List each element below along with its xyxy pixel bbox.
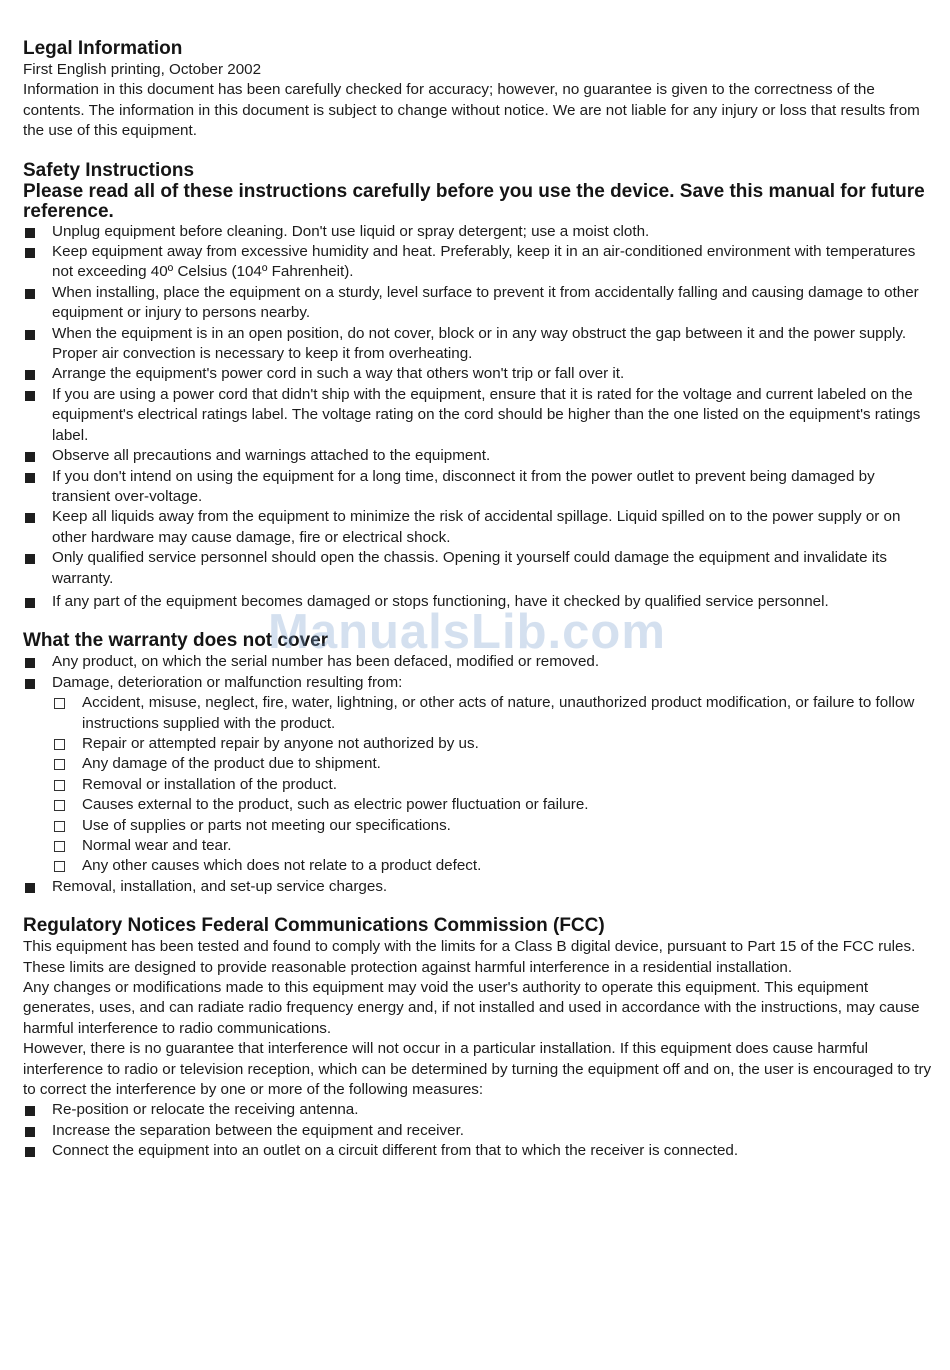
- checkbox-bullet-icon: [54, 861, 65, 872]
- sub-list-item: [53, 816, 933, 836]
- sub-list-item-text: Normal wear and tear.: [82, 837, 232, 854]
- list-item-text: Damage, deterioration or malfunction resulting from:: [52, 673, 403, 691]
- sub-list-item-text: Any damage of the product due to shipment.: [82, 755, 381, 773]
- list-item-text: Re-position or relocate the receiving antenna.: [52, 1101, 359, 1119]
- fcc-title: Regulatory Notices Federal Communications Commission (FCC): [23, 915, 605, 937]
- sub-list-item: [53, 775, 933, 795]
- list-item-text: When installing, place the equipment on a sturdy, level surface to prevent it from accidentally falling and causing damage to other equipment or injury to persons nearby.: [52, 283, 919, 322]
- safety-title: Safety Instructions: [23, 159, 195, 181]
- square-bullet-icon: [25, 1106, 35, 1116]
- list-item: [23, 324, 933, 365]
- checkbox-bullet-icon: [54, 739, 65, 750]
- square-bullet-icon: [25, 1127, 35, 1137]
- sub-list-item-text: Repair or attempted repair by anyone not authorized by us.: [82, 734, 479, 752]
- square-bullet-icon: [25, 598, 35, 608]
- checkbox-bullet-icon: [54, 759, 65, 770]
- warranty-sublist: [23, 693, 933, 877]
- watermark-text: ManualsLib.com: [268, 605, 666, 659]
- sub-list-item: [53, 795, 933, 815]
- square-bullet-icon: [25, 658, 35, 668]
- square-bullet-icon: [25, 289, 35, 299]
- checkbox-bullet-icon: [54, 841, 65, 852]
- square-bullet-icon: [25, 1147, 35, 1157]
- sub-list-item-text: Removal or installation of the product.: [82, 775, 337, 793]
- list-item: [23, 877, 933, 897]
- sub-list-item: [53, 693, 933, 734]
- square-bullet-icon: [25, 473, 35, 483]
- list-item: [23, 652, 933, 672]
- list-item: [23, 1121, 933, 1141]
- warranty-section: [23, 630, 933, 897]
- sub-list-item-text: Accident, misuse, neglect, fire, water, lightning, or other acts of nature, unauthorized product modification, or failure to follow instructions supplied with the product.: [82, 694, 915, 732]
- safety-section: [23, 160, 933, 613]
- list-item: [23, 364, 933, 384]
- list-item: [23, 592, 933, 612]
- list-item-text: Unplug equipment before cleaning. Don't use liquid or spray detergent; use a moist cloth.: [52, 222, 650, 240]
- list-item-text: Keep all liquids away from the equipment to minimize the risk of accidental spillage. Liquid spilled on to the power supply or on other hardware may cause damage, fire or electrical shock.: [52, 508, 901, 546]
- square-bullet-icon: [25, 554, 35, 564]
- list-item-text: Only qualified service personnel should open the chassis. Opening it yourself could damage the equipment and invalidate its warranty.: [52, 549, 887, 587]
- fcc-section: [23, 915, 933, 1161]
- checkbox-bullet-icon: [54, 800, 65, 811]
- warranty-list: [23, 652, 933, 693]
- list-item-text: Connect the equipment into an outlet on a circuit different from that to which the receiver is connected.: [52, 1142, 739, 1160]
- safety-list: [23, 222, 933, 613]
- warranty-list-end: [23, 877, 933, 897]
- list-item: [23, 385, 933, 446]
- warranty-title: What the warranty does not cover: [23, 630, 329, 652]
- list-item: [23, 548, 933, 589]
- list-item-text: Any product, on which the serial number has been defaced, modified or removed.: [52, 653, 600, 671]
- square-bullet-icon: [25, 391, 35, 401]
- list-item: [23, 283, 933, 324]
- safety-note: Please read all of these instructions carefully before you use the device. Save this manual for future reference.: [23, 180, 925, 222]
- legal-section: [23, 38, 933, 142]
- checkbox-bullet-icon: [54, 780, 65, 791]
- list-item-text: Keep equipment away from excessive humidity and heat. Preferably, keep it in an air-conditioned environment with temperatures not exceeding 40º Celsius (104º Fahrenheit).: [52, 243, 916, 281]
- fcc-measures-list: [23, 1100, 933, 1161]
- sub-list-item: [53, 836, 933, 856]
- fcc-paragraph-2: Any changes or modifications made to this equipment may void the user's authority to operate this equipment. This equipment generates, uses, and can radiate radio frequency energy and, if not installed and used in accordance with the instructions, may cause harmful interference to radio communications.: [23, 979, 920, 1037]
- list-item: [23, 242, 933, 283]
- printing-info: First English printing, October 2002: [23, 61, 262, 78]
- list-item-text: If you don't intend on using the equipment for a long time, disconnect it from the power outlet to prevent being damaged by transient over-voltage.: [52, 467, 875, 505]
- list-item: [23, 1141, 933, 1161]
- square-bullet-icon: [25, 883, 35, 893]
- square-bullet-icon: [25, 248, 35, 258]
- fcc-paragraph-1: This equipment has been tested and found to comply with the limits for a Class B digital device, pursuant to Part 15 of the FCC rules. These limits are designed to provide reasonable protection against harmful interference in a residential installation.: [23, 938, 916, 976]
- sub-list-item: [53, 734, 933, 754]
- checkbox-bullet-icon: [54, 821, 65, 832]
- list-item-text: Removal, installation, and set-up service charges.: [52, 877, 388, 895]
- list-item-text: Arrange the equipment's power cord in such a way that others won't trip or fall over it.: [52, 365, 625, 383]
- legal-body: Information in this document has been carefully checked for accuracy; however, no guarantee is given to the correctness of the contents. The information in this document is subject to change without notice. We are not liable for any injury or loss that results from the use of this equipment.: [23, 81, 920, 140]
- list-item-text: If you are using a power cord that didn't ship with the equipment, ensure that it is rated for the voltage and current labeled on the equipment's electrical ratings label. The voltage rating on the cord should be higher than the one listed on the equipment's ratings label.: [52, 385, 921, 444]
- list-item: [23, 467, 933, 508]
- list-item: [23, 446, 933, 466]
- list-item-text: Increase the separation between the equipment and receiver.: [52, 1121, 465, 1139]
- list-item: [23, 222, 933, 242]
- list-item: [23, 1100, 933, 1120]
- sub-list-item-text: Causes external to the product, such as electric power fluctuation or failure.: [82, 796, 589, 814]
- list-item-text: When the equipment is in an open position, do not cover, block or in any way obstruct the gap between it and the power supply. Proper air convection is necessary to keep it from overheating.: [52, 324, 907, 363]
- sub-list-item: [53, 754, 933, 774]
- square-bullet-icon: [25, 370, 35, 380]
- square-bullet-icon: [25, 513, 35, 523]
- document-page: [23, 38, 933, 1180]
- list-item-text: Observe all precautions and warnings attached to the equipment.: [52, 447, 491, 465]
- square-bullet-icon: [25, 452, 35, 462]
- sub-list-item-text: Use of supplies or parts not meeting our specifications.: [82, 816, 451, 834]
- square-bullet-icon: [25, 228, 35, 238]
- sub-list-item-text: Any other causes which does not relate to a product defect.: [82, 857, 482, 875]
- list-item-text: If any part of the equipment becomes damaged or stops functioning, have it checked by qualified service personnel.: [52, 592, 829, 610]
- sub-list-item: [53, 856, 933, 876]
- checkbox-bullet-icon: [54, 698, 65, 709]
- square-bullet-icon: [25, 679, 35, 689]
- square-bullet-icon: [25, 330, 35, 340]
- list-item: [23, 673, 933, 693]
- list-item: [23, 507, 933, 548]
- legal-title: Legal Information: [23, 38, 183, 59]
- fcc-paragraph-3: However, there is no guarantee that interference will not occur in a particular installation. If this equipment does cause harmful interference to radio or television reception, which can be determined by turning the equipment off and on, the user is encouraged to try to correct the interference by one or more of the following measures:: [23, 1040, 932, 1099]
